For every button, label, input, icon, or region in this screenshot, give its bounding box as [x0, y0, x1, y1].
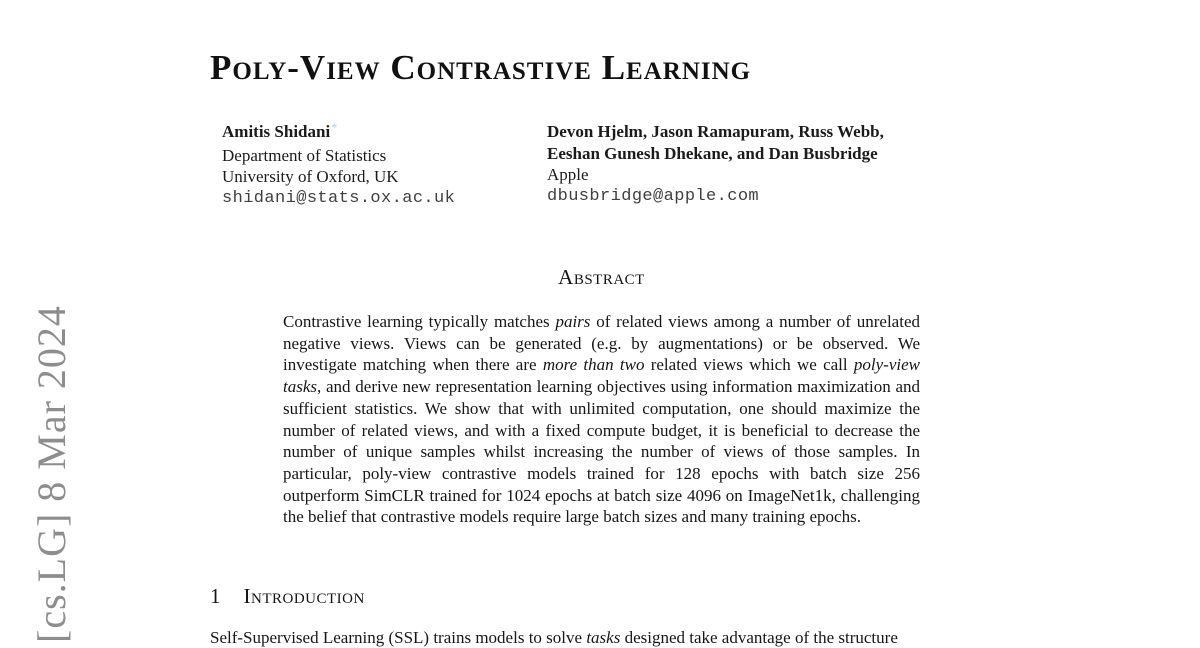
arxiv-side-watermark: [cs.LG] 8 Mar 2024: [29, 305, 74, 643]
author-names-line1: Devon Hjelm, Jason Ramapuram, Russ Webb,: [547, 122, 884, 141]
author-email: shidani@stats.ox.ac.uk: [222, 188, 456, 208]
author-block-left: [222, 121, 455, 209]
author-affiliation: University of Oxford, UK: [222, 167, 399, 186]
author-name-line: [222, 121, 455, 145]
author-email: dbusbridge@apple.com: [547, 186, 760, 206]
abstract-heading: Abstract: [558, 265, 645, 289]
author-affiliation: Apple: [547, 165, 589, 184]
author-affiliation: Department of Statistics: [222, 145, 387, 165]
abstract-text: Contrastive learning typically matches pairs of related views among a number of unrelated negative views. Views can be generated (e.g. by augmentations) or be observed. We investigate matching when there are more than two related views which we call poly-view tasks, and derive new representation learning objectives using information maximization and sufficient statistics. We show that with unlimited computation, one should maximize the number of related views, and with a fixed compute budget, it is beneficial to decrease the number of unique samples whilst increasing the number of views of those samples. In particular, poly-view contrastive models trained for 128 epochs with batch size 256 outperform SimCLR trained for 1024 epochs at batch size 4096 on ImageNet1k, challenging the belief that contrastive models require large batch sizes and many training epochs.: [283, 312, 921, 527]
introduction-first-line: Self-Supervised Learning (SSL) trains models to solve tasks designed take advantage of the structure: [210, 628, 898, 647]
section-number: 1: [210, 584, 221, 608]
paper-title: Poly-View Contrastive Learning: [210, 48, 752, 87]
footnote-asterisk: *: [331, 120, 338, 134]
author-name: Amitis Shidani: [222, 122, 331, 141]
author-block-right: [547, 121, 884, 207]
section-title: Introduction: [243, 584, 365, 608]
section-heading: [210, 584, 365, 609]
author-names-line2: Eeshan Gunesh Dhekane, and Dan Busbridge: [547, 143, 878, 163]
